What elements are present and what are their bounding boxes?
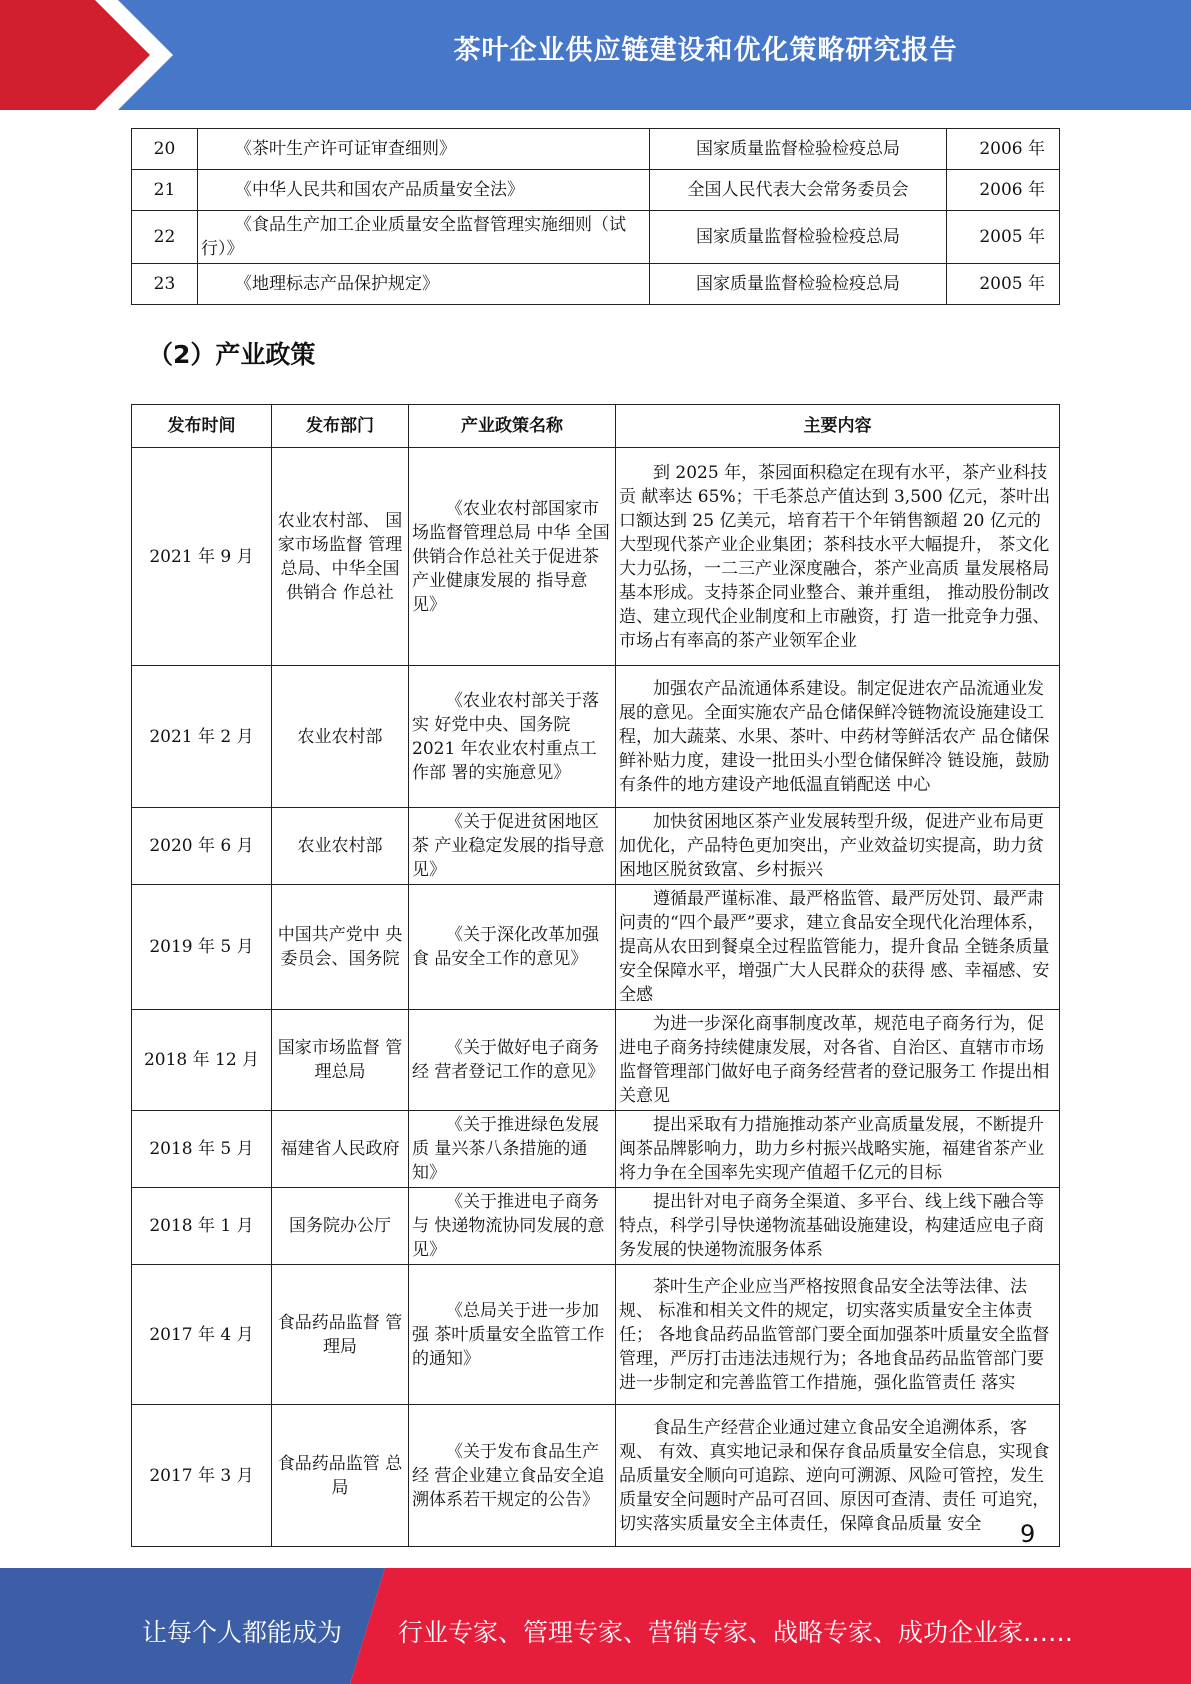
policy-content: 食品生产经营企业通过建立食品安全追溯体系，客观、 有效、真实地记录和保存食品质量安全信息，实现食 品质量安全顺向可追踪、逆向可溯源、风险可管控，发生质量安全问题时产品可召回、原因可查清、责任 可追究，切实落实质量安全主体责任，保障食品质量 安全 <box>616 1405 1060 1547</box>
policy-content: 加强农产品流通体系建设。制定促进农产品流通业发 展的意见。全面实施农产品仓储保鲜冷链物流设施建设工程，加大蔬菜、水果、茶叶、中药材等鲜活农产 品仓储保鲜补贴力度，建设一批田头小型仓储保鲜冷 链设施，鼓励有条件的地方建设产地低温直销配送 中心 <box>616 666 1060 808</box>
table-row <box>132 1188 1060 1265</box>
policy-date: 2018 年 5 月 <box>132 1111 272 1188</box>
table-row <box>132 808 1060 885</box>
policy-department: 食品药品监督 管理局 <box>272 1265 409 1405</box>
policy-department: 农业农村部 <box>272 808 409 885</box>
issuing-department: 全国人民代表大会常务委员会 <box>650 170 947 211</box>
row-number: 21 <box>132 170 198 211</box>
table-row <box>132 666 1060 808</box>
column-header-content: 主要内容 <box>616 405 1060 448</box>
regulation-name: 《地理标志产品保护规定》 <box>198 264 650 305</box>
table-row <box>132 885 1060 1010</box>
regulation-table <box>131 128 1060 305</box>
policy-content: 茶叶生产企业应当严格按照食品安全法等法律、法规、 标准和相关文件的规定，切实落实质量安全主体责任； 各地食品药品监管部门要全面加强茶叶质量安全监督 管理，严厉打击违法违规行为；各地食品药品监管部门要进一步制定和完善监管工作措施，强化监管责任 落实 <box>616 1265 1060 1405</box>
report-title: 茶叶企业供应链建设和优化策略研究报告 <box>453 35 958 66</box>
policy-name: 《总局关于进一步加强 茶叶质量安全监管工作 的通知》 <box>409 1265 616 1405</box>
policy-name: 《关于发布食品生产经 营企业建立食品安全追 溯体系若干规定的公告》 <box>409 1405 616 1547</box>
policy-date: 2018 年 1 月 <box>132 1188 272 1265</box>
policy-date: 2018 年 12 月 <box>132 1010 272 1111</box>
table-row <box>132 1265 1060 1405</box>
table-row <box>132 448 1060 666</box>
policy-content: 提出针对电子商务全渠道、多平台、线上线下融合等 特点，科学引导快递物流基础设施建设，构建适应电子商务发展的快递物流服务体系 <box>616 1188 1060 1265</box>
policy-content: 到 2025 年，茶园面积稳定在现有水平，茶产业科技贡 献率达 65%；干毛茶总产值达到 3,500 亿元，茶叶出口额达到 25 亿美元，培育若干个年销售额超 20 亿元的大型现代茶产业企业集团；茶科技水平大幅提升， 茶文化大力弘扬，一二三产业深度融合，茶产业高质 量发展格局基本形成。支持茶企同业整合、兼并重组， 推动股份制改造、建立现代企业制度和上市融资，打 造一批竞争力强、市场占有率高的茶产业领军企业 <box>616 448 1060 666</box>
row-number: 23 <box>132 264 198 305</box>
policy-date: 2017 年 3 月 <box>132 1405 272 1547</box>
policy-department: 福建省人民政府 <box>272 1111 409 1188</box>
policy-name: 《关于做好电子商务经 营者登记工作的意见》 <box>409 1010 616 1111</box>
issue-year: 2005 年 <box>947 264 1060 305</box>
table-row <box>132 1010 1060 1111</box>
regulation-name: 《茶叶生产许可证审查细则》 <box>198 129 650 170</box>
footer-slogan-right: 行业专家、管理专家、营销专家、战略专家、成功企业家…… <box>398 1618 1074 1647</box>
column-header-name: 产业政策名称 <box>409 405 616 448</box>
policy-name: 《关于推进电子商务与 快递物流协同发展的意 见》 <box>409 1188 616 1265</box>
issue-year: 2005 年 <box>947 211 1060 264</box>
row-number: 22 <box>132 211 198 264</box>
column-header-dept: 发布部门 <box>272 405 409 448</box>
policy-date: 2020 年 6 月 <box>132 808 272 885</box>
table-row <box>132 129 1060 170</box>
policy-department: 农业农村部 <box>272 666 409 808</box>
policy-content: 提出采取有力措施推动茶产业高质量发展，不断提升 闽茶品牌影响力，助力乡村振兴战略实施，福建省茶产业将力争在全国率先实现产值超千亿元的目标 <box>616 1111 1060 1188</box>
table-row <box>132 211 1060 264</box>
policy-name: 《关于深化改革加强食 品安全工作的意见》 <box>409 885 616 1010</box>
policy-department: 农业农村部、 国家市场监督 管理总局、中华全国供销合 作总社 <box>272 448 409 666</box>
page-number: 9 <box>1020 1520 1036 1548</box>
row-number: 20 <box>132 129 198 170</box>
policy-name: 《关于推进绿色发展质 量兴茶八条措施的通知》 <box>409 1111 616 1188</box>
policy-content: 为进一步深化商事制度改革，规范电子商务行为，促 进电子商务持续健康发展，对各省、自治区、直辖市市场监督管理部门做好电子商务经营者的登记服务工 作提出相关意见 <box>616 1010 1060 1111</box>
issuing-department: 国家质量监督检验检疫总局 <box>650 129 947 170</box>
issuing-department: 国家质量监督检验检疫总局 <box>650 264 947 305</box>
policy-name: 《关于促进贫困地区茶 产业稳定发展的指导意 见》 <box>409 808 616 885</box>
footer-slogan-left: 让每个人都能成为 <box>142 1618 343 1647</box>
table-header-row <box>132 405 1060 448</box>
policy-content: 加快贫困地区茶产业发展转型升级，促进产业布局更 加优化，产品特色更加突出，产业效益切实提高，助力贫困地区脱贫致富、乡村振兴 <box>616 808 1060 885</box>
policy-name: 《农业农村部国家市场监督管理总局 中华 全国供销合作总社关于促进茶产业健康发展的 指导意见》 <box>409 448 616 666</box>
issue-year: 2006 年 <box>947 170 1060 211</box>
policy-department: 国务院办公厅 <box>272 1188 409 1265</box>
table-row <box>132 1405 1060 1547</box>
policy-date: 2019 年 5 月 <box>132 885 272 1010</box>
regulation-name: 《中华人民共和国农产品质量安全法》 <box>198 170 650 211</box>
table-row <box>132 170 1060 211</box>
policy-content: 遵循最严谨标准、最严格监管、最严厉处罚、最严肃 问责的“四个最严”要求，建立食品安全现代化治理体系，提高从农田到餐桌全过程监管能力，提升食品 全链条质量安全保障水平，增强广大人民群众的获得 感、幸福感、安全感 <box>616 885 1060 1010</box>
policy-table <box>131 404 1060 1547</box>
table-row <box>132 1111 1060 1188</box>
policy-name: 《农业农村部关于落实 好党中央、国务院 2021 年农业农村重点工作部 署的实施意见》 <box>409 666 616 808</box>
policy-date: 2021 年 2 月 <box>132 666 272 808</box>
issuing-department: 国家质量监督检验检疫总局 <box>650 211 947 264</box>
policy-department: 中国共产党中 央委员会、国务院 <box>272 885 409 1010</box>
table-row <box>132 264 1060 305</box>
column-header-date: 发布时间 <box>132 405 272 448</box>
page-header <box>0 0 1191 110</box>
section-title: （2）产业政策 <box>148 340 316 369</box>
policy-department: 国家市场监督 管理总局 <box>272 1010 409 1111</box>
policy-date: 2017 年 4 月 <box>132 1265 272 1405</box>
policy-date: 2021 年 9 月 <box>132 448 272 666</box>
policy-department: 食品药品监管 总局 <box>272 1405 409 1547</box>
regulation-name: 《食品生产加工企业质量安全监督管理实施细则（试行）》 <box>198 211 650 264</box>
issue-year: 2006 年 <box>947 129 1060 170</box>
